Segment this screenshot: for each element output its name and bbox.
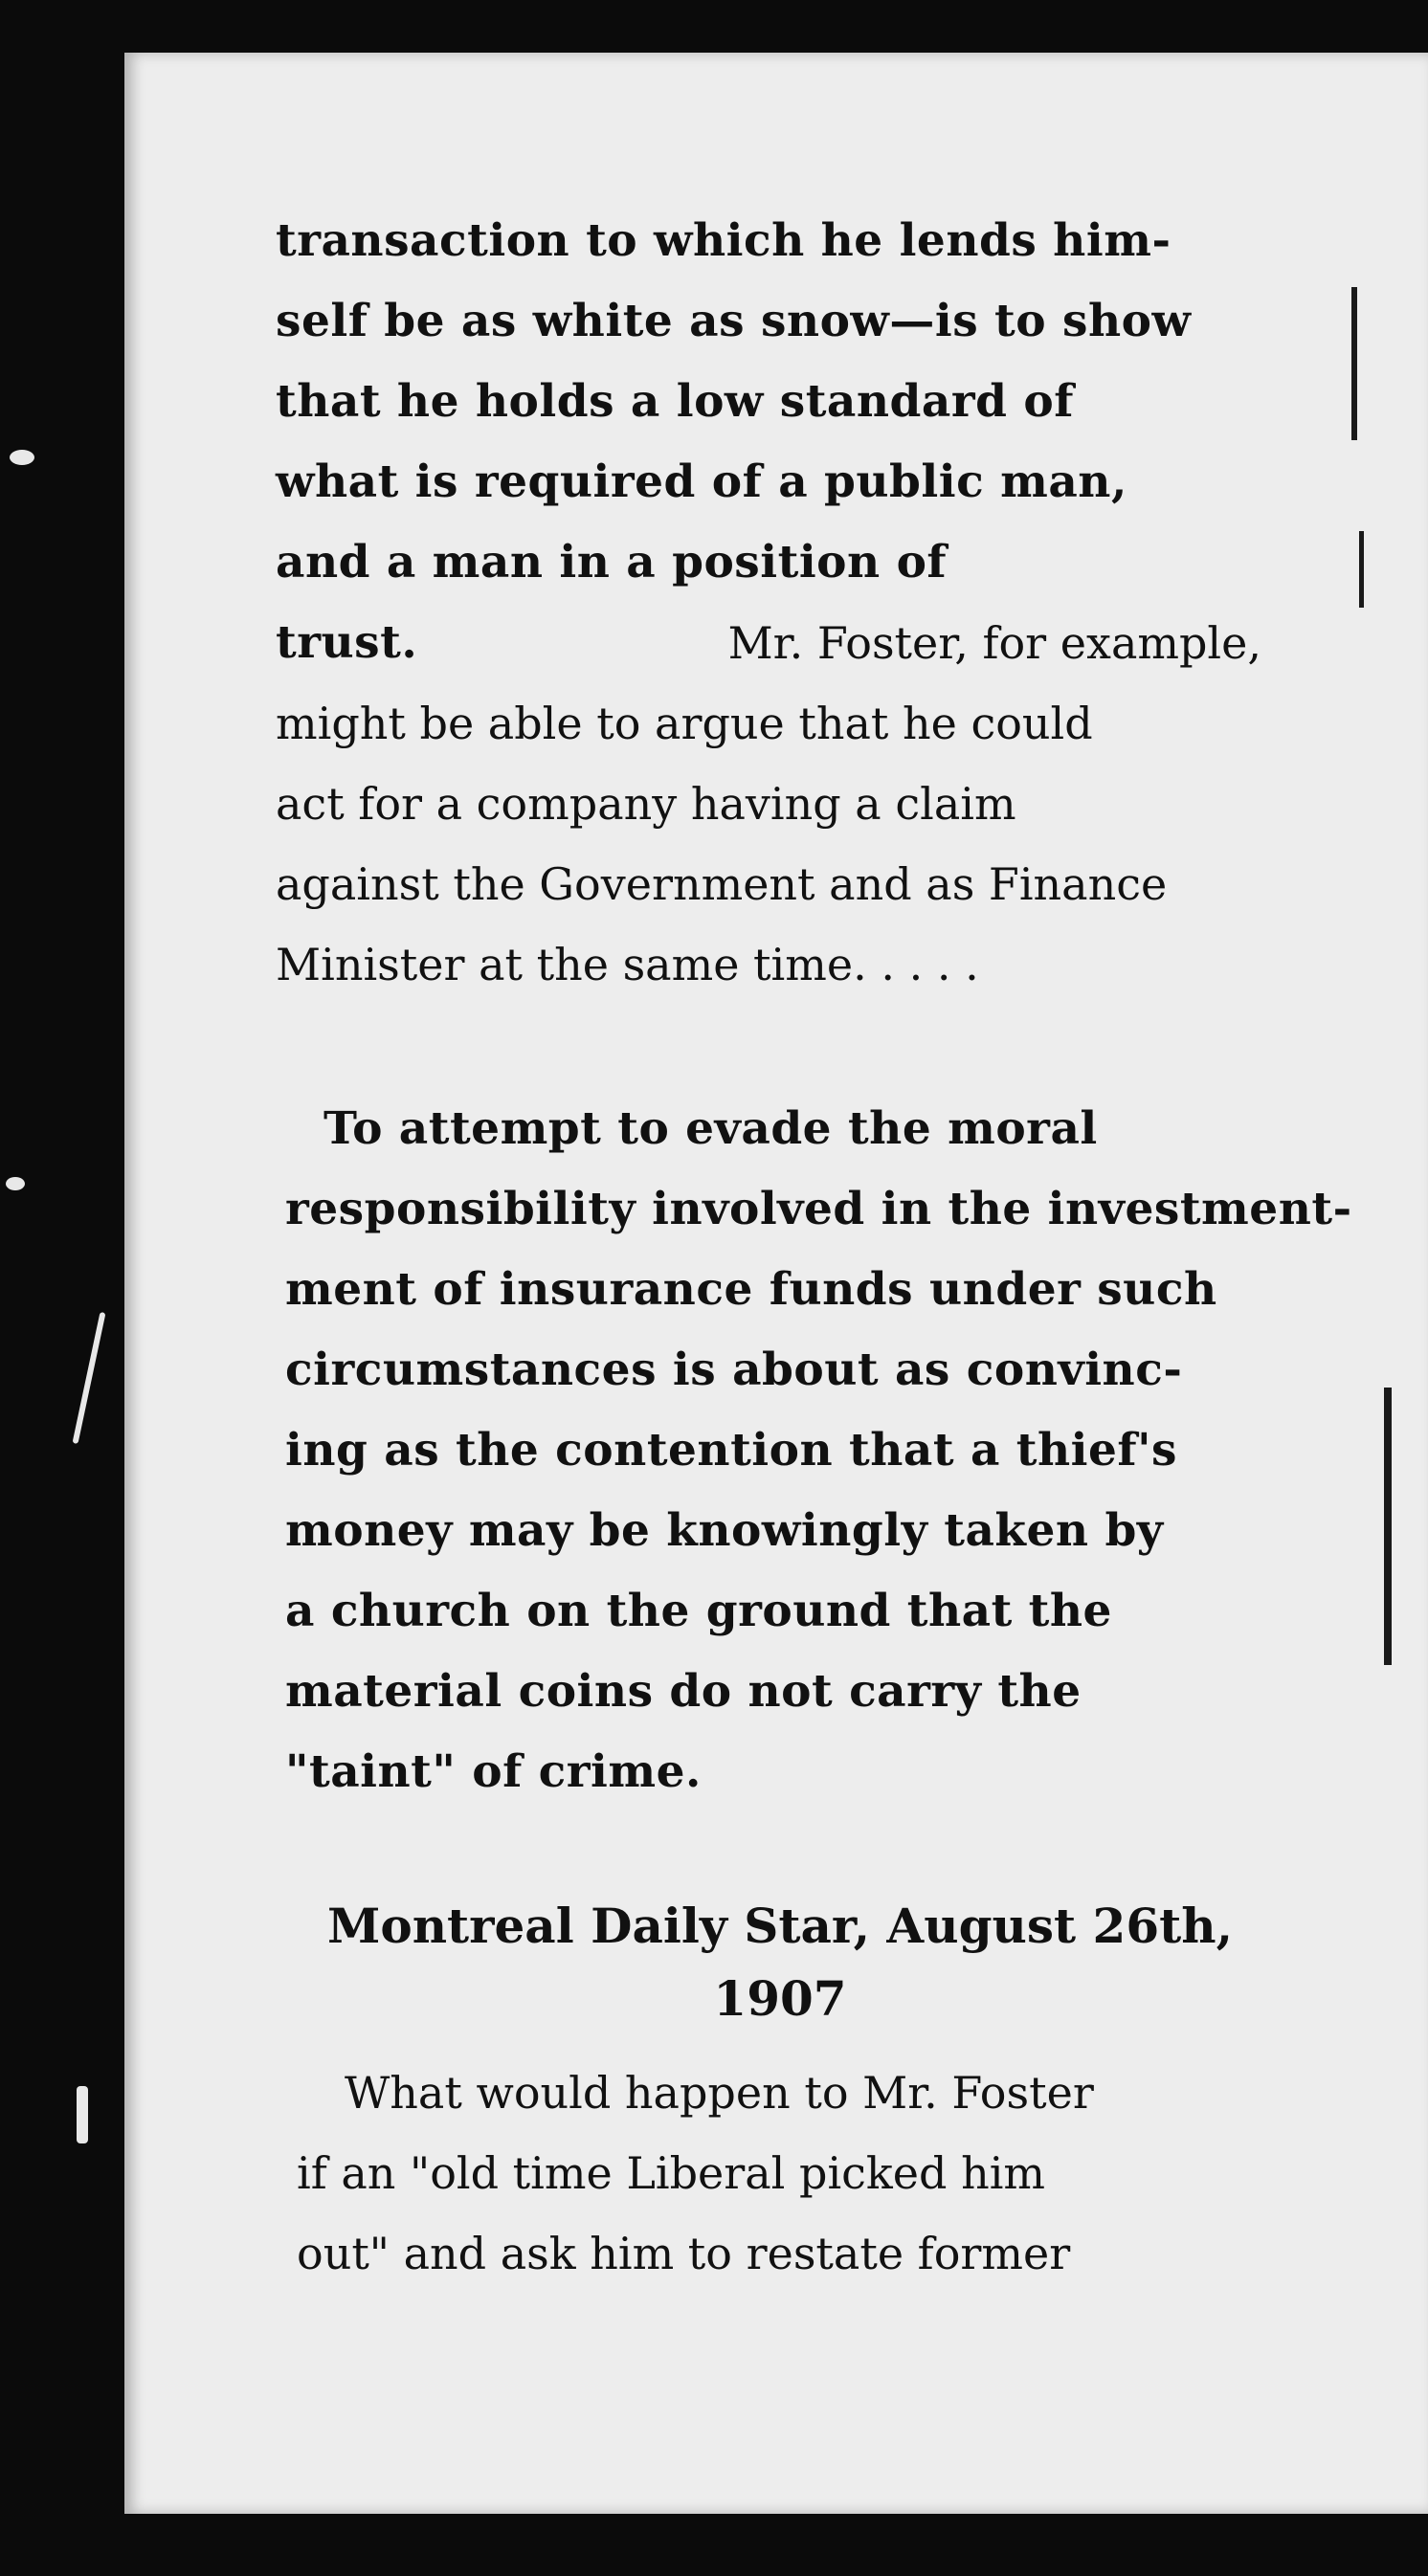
scan-speck [6, 1177, 25, 1190]
text-line: circumstances is about as convinc- [285, 1344, 1183, 1396]
text-line: that he holds a low standard of [276, 375, 1074, 428]
text-line: "taint" of crime. [285, 1745, 702, 1798]
paragraph-2 [285, 1089, 1352, 1812]
section-heading [287, 1890, 1273, 2035]
text-line: To attempt to evade the moral [324, 1102, 1098, 1155]
text-line: and a man in a position of [276, 536, 948, 588]
heading-line-1: Montreal Daily Star, August 26th, [327, 1898, 1233, 1954]
text-line: might be able to argue that he could [276, 698, 1093, 749]
text-line: trust. Mr. Foster, for example, [276, 616, 1261, 669]
text-line: ing as the contention that a thief's [285, 1424, 1177, 1477]
scan-speck [10, 450, 34, 465]
scan-streak [1384, 1388, 1392, 1665]
text-line: what is required of a public man, [276, 455, 1127, 508]
text-line: money may be knowingly taken by [285, 1504, 1164, 1557]
heading-line-2: 1907 [713, 1970, 847, 2027]
text-line: a church on the ground that the [285, 1585, 1112, 1637]
text-line: material coins do not carry the [285, 1665, 1082, 1718]
text-line: out" and ask him to restate former [297, 2228, 1071, 2279]
scan-speck [73, 1312, 106, 1444]
text-line: responsibility involved in the investment- [285, 1183, 1352, 1235]
paragraph-3 [297, 2053, 1273, 2294]
scan-streak [1359, 531, 1364, 608]
text-line: ment of insurance funds under such [285, 1263, 1217, 1316]
scan-speck [77, 2086, 88, 2143]
text-line: transaction to which he lends him- [276, 214, 1171, 267]
paragraph-1 [276, 201, 1261, 1005]
text-line: act for a company having a claim [276, 778, 1016, 830]
text-line: if an "old time Liberal picked him [297, 2147, 1046, 2199]
text-line: What would happen to Mr. Foster [345, 2067, 1094, 2119]
scan-streak [1351, 287, 1357, 440]
text-line: Minister at the same time. . . . . [276, 939, 979, 990]
text-line: against the Government and as Finance [276, 858, 1168, 910]
text-line: self be as white as snow—is to show [276, 295, 1192, 347]
